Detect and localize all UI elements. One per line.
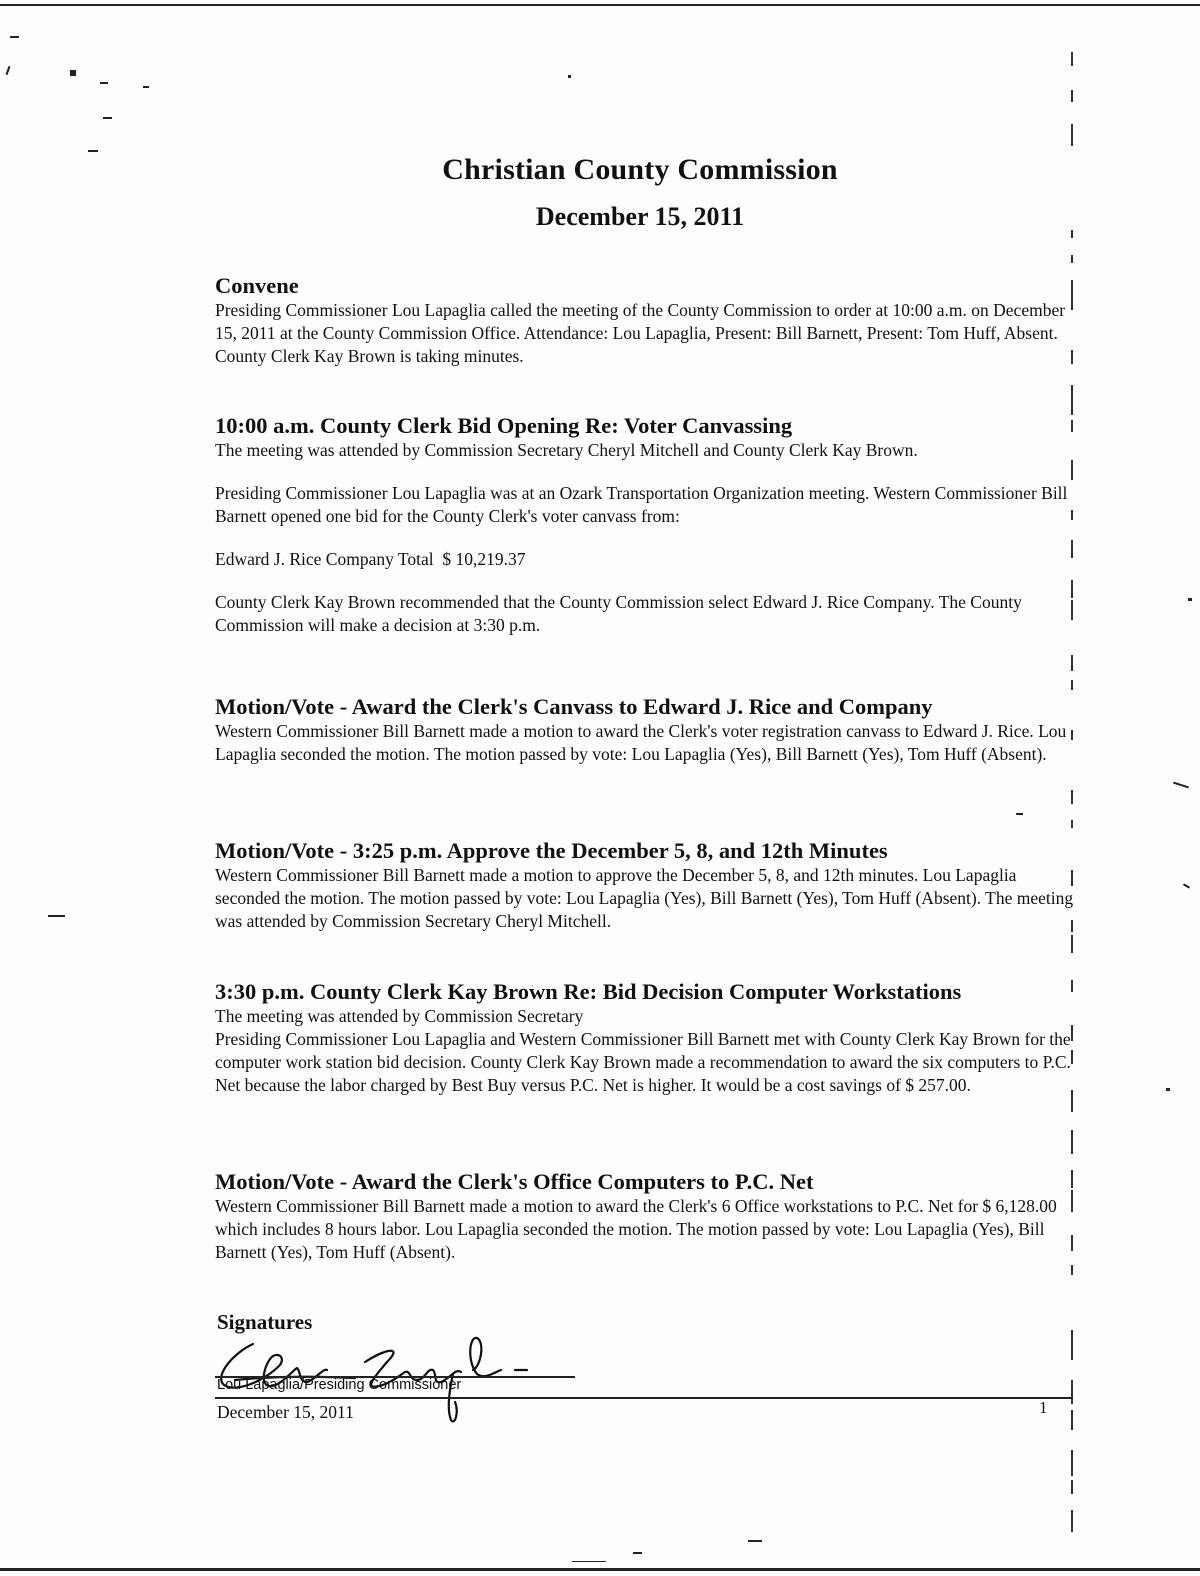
scan-speck	[10, 36, 19, 38]
section-paragraph: The meeting was attended by Commission Secretary	[215, 1006, 584, 1026]
signer-name: Lou Lapaglia/Presiding Commissioner	[217, 1377, 462, 1393]
section-paragraph: Western Commissioner Bill Barnett made a motion to award the Clerk's 6 Office workstations to P.C. Net for $ 6,128.00 which includes 8 hours labor. Lou Lapaglia seconded the motion. The motion passed by vote: Lou Lapaglia (Yes), Bill Barnett (Yes), Tom Huff (Absent).	[215, 1196, 1057, 1262]
scan-speck	[568, 75, 571, 78]
scan-speck	[1188, 598, 1192, 601]
scan-speck	[633, 1552, 642, 1554]
section-bid-opening	[215, 412, 1075, 637]
section-convene	[215, 272, 1075, 368]
scan-speck	[88, 150, 98, 152]
document-date: December 15, 2011	[535, 202, 745, 231]
section-bid-decision	[215, 978, 1075, 1097]
section-paragraph: Western Commissioner Bill Barnett made a motion to approve the December 5, 8, and 12th minutes. Lou Lapaglia seconded the motion. The motion passed by vote: Lou Lapaglia (Yes), Bill Barnett (Yes), Tom Huff (Absent). The meeting was attended by Commission Secretary Cheryl Mitchell.	[215, 865, 1074, 931]
scan-speck	[48, 915, 65, 917]
section-heading: Motion/Vote - 3:25 p.m. Approve the December 5, 8, and 12th Minutes	[215, 838, 888, 863]
scan-speck	[143, 86, 149, 88]
scan-speck	[103, 117, 112, 119]
section-approve-minutes	[215, 837, 1075, 933]
bid-amount-line: Edward J. Rice Company Total $ 10,219.37	[215, 549, 526, 569]
section-heading: Convene	[215, 273, 299, 298]
section-heading: Motion/Vote - Award the Clerk's Office Computers to P.C. Net	[215, 1169, 814, 1194]
section-heading: Motion/Vote - Award the Clerk's Canvass to Edward J. Rice and Company	[215, 694, 933, 719]
section-paragraph: Presiding Commissioner Lou Lapaglia called the meeting of the County Commission to order at 10:00 a.m. on December 15, 2011 at the County Commission Office. Attendance: Lou Lapaglia, Present: Bill Barnett, Present: Tom Huff, Absent. County Clerk Kay Brown is taking minutes.	[215, 300, 1066, 366]
section-award-computers	[215, 1168, 1075, 1264]
section-heading: 10:00 a.m. County Clerk Bid Opening Re: Voter Canvassing	[215, 413, 793, 438]
scan-speck	[1166, 1088, 1170, 1091]
section-paragraph: Presiding Commissioner Lou Lapaglia was at an Ozark Transportation Organization meeting. Western Commissioner Bill Barnett opened one bid for the County Clerk's voter canvass from:	[215, 483, 1068, 526]
scan-speck	[572, 1561, 606, 1562]
scan-speck	[1016, 813, 1023, 815]
section-heading: 3:30 p.m. County Clerk Kay Brown Re: Bid Decision Computer Workstations	[215, 979, 962, 1004]
right-margin-scan-marks	[1068, 40, 1078, 1540]
scan-edge-bottom	[0, 1568, 1200, 1571]
page-number: 1	[1039, 1398, 1048, 1417]
section-paragraph: County Clerk Kay Brown recommended that the County Commission select Edward J. Rice Company. The County Commission will make a decision at 3:30 p.m.	[215, 592, 1022, 635]
scan-speck	[70, 70, 76, 76]
scan-speck	[100, 82, 108, 84]
footer-rule	[215, 1397, 1073, 1399]
section-paragraph: Western Commissioner Bill Barnett made a motion to award the Clerk's voter registration canvass to Edward J. Rice. Lou Lapaglia seconded the motion. The motion passed by vote: Lou Lapaglia (Yes), Bill Barnett (Yes), Tom Huff (Absent).	[215, 721, 1067, 764]
scan-edge-top	[0, 4, 1200, 6]
scan-speck	[1173, 782, 1189, 789]
signature-date: December 15, 2011	[217, 1402, 354, 1422]
section-award-canvass	[215, 693, 1075, 766]
signatures-heading: Signatures	[217, 1310, 313, 1334]
section-paragraph: Presiding Commissioner Lou Lapaglia and Western Commissioner Bill Barnett met with County Clerk Kay Brown for the computer work station bid decision. County Clerk Kay Brown made a recommendation to award the six computers to P.C. Net because the labor charged by Best Buy versus P.C. Net is higher. It would be a cost savings of $ 257.00.	[215, 1029, 1071, 1095]
document-title: Christian County Commission	[442, 153, 838, 186]
scan-speck	[748, 1540, 762, 1542]
scan-speck	[1183, 883, 1190, 888]
section-paragraph: The meeting was attended by Commission Secretary Cheryl Mitchell and County Clerk Kay Brown.	[215, 440, 918, 460]
scan-speck	[6, 66, 11, 75]
